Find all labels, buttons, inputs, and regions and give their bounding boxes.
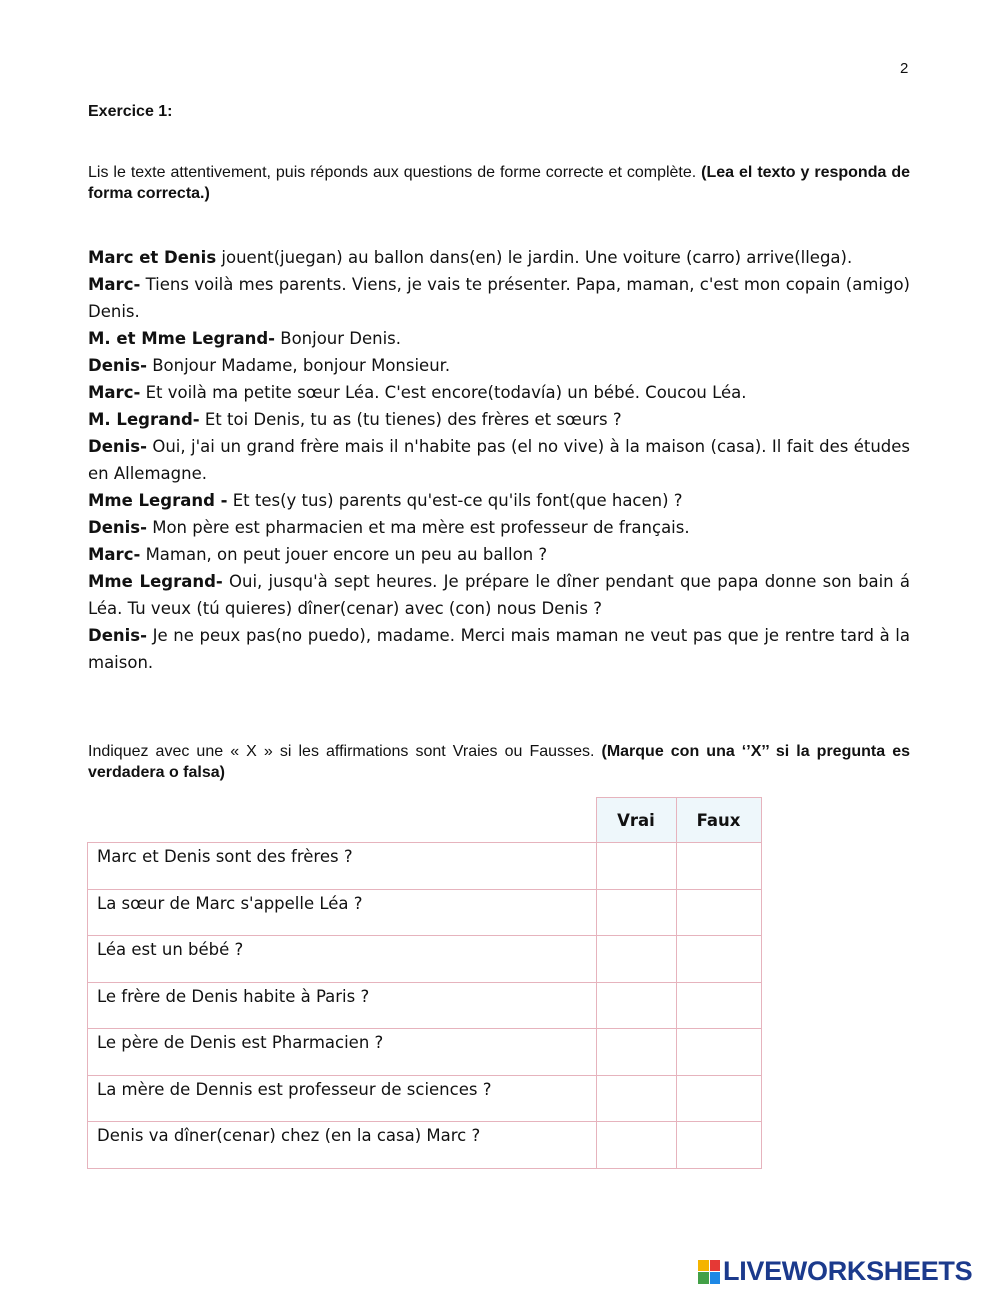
exercise-title: Exercice 1: xyxy=(88,103,173,120)
dialogue-line xyxy=(88,379,910,406)
instruction-reading-es: (Lea el texto y responda de forma correcta.) xyxy=(88,164,911,202)
dialogue-line xyxy=(88,433,910,487)
instruction-tf-fr: Indiquez avec une « X » si les affirmations sont Vraies ou Fausses. xyxy=(88,743,602,760)
table-row xyxy=(88,982,762,1029)
faux-answer-cell[interactable] xyxy=(676,1122,761,1169)
line-text: Oui, jusqu'à sept heures. Je prépare le dîner pendant que papa donne son bain á Léa. Tu veux (tú quieres) dîner(cenar) avec (con) nous Denis ? xyxy=(88,572,910,618)
table-row xyxy=(88,1122,762,1169)
dialogue-line xyxy=(88,487,910,514)
dialogue-line xyxy=(88,568,910,622)
line-text: Et tes(y tus) parents qu'est-ce qu'ils font(que hacen) ? xyxy=(227,491,683,510)
instruction-true-false xyxy=(88,741,910,783)
logo-text: LIVEWORKSHEETS xyxy=(723,1256,973,1286)
line-text: Tiens voilà mes parents. Viens, je vais te présenter. Papa, maman, c'est mon copain (amigo) Denis. xyxy=(88,275,910,321)
dialogue-line xyxy=(88,271,910,325)
table-header-row xyxy=(88,798,762,843)
page-number: 2 xyxy=(900,60,909,77)
statement-cell: La sœur de Marc s'appelle Léa ? xyxy=(88,889,597,936)
header-blank-cell xyxy=(88,798,597,843)
vrai-answer-cell[interactable] xyxy=(596,1122,676,1169)
dialogue-line xyxy=(88,541,910,568)
table-row xyxy=(88,1029,762,1076)
vrai-answer-cell[interactable] xyxy=(596,936,676,983)
liveworksheets-logo xyxy=(698,1256,972,1287)
dialogue-line xyxy=(88,406,910,433)
speaker: Mme Legrand - xyxy=(88,491,228,510)
speaker: Marc- xyxy=(88,383,141,402)
vrai-answer-cell[interactable] xyxy=(596,1029,676,1076)
speaker: Denis- xyxy=(88,518,147,537)
dialogue-line xyxy=(88,325,910,352)
speaker: Denis- xyxy=(88,626,147,645)
speaker: M. Legrand- xyxy=(88,410,200,429)
dialogue-text xyxy=(88,244,910,676)
statement-cell: Léa est un bébé ? xyxy=(88,936,597,983)
speaker: Mme Legrand- xyxy=(88,572,223,591)
line-text: Je ne peux pas(no puedo), madame. Merci mais maman ne veut pas que je rentre tard à la maison. xyxy=(88,626,910,672)
statement-cell: Le père de Denis est Pharmacien ? xyxy=(88,1029,597,1076)
statement-cell: Le frère de Denis habite à Paris ? xyxy=(88,982,597,1029)
line-text: Et voilà ma petite sœur Léa. C'est encore(todavía) un bébé. Coucou Léa. xyxy=(140,383,747,402)
faux-answer-cell[interactable] xyxy=(676,889,761,936)
dialogue-line xyxy=(88,244,910,271)
faux-answer-cell[interactable] xyxy=(676,1075,761,1122)
true-false-table xyxy=(87,797,762,1169)
table-row xyxy=(88,1075,762,1122)
speaker: Denis- xyxy=(88,356,147,375)
vrai-answer-cell[interactable] xyxy=(596,1075,676,1122)
table-row xyxy=(88,843,762,890)
faux-answer-cell[interactable] xyxy=(676,936,761,983)
statement-cell: Denis va dîner(cenar) chez (en la casa) Marc ? xyxy=(88,1122,597,1169)
line-text: Bonjour Madame, bonjour Monsieur. xyxy=(146,356,451,375)
vrai-answer-cell[interactable] xyxy=(596,889,676,936)
speaker: Marc- xyxy=(88,275,141,294)
table-row xyxy=(88,936,762,983)
line-text: Oui, j'ai un grand frère mais il n'habite pas (el no vive) à la maison (casa). Il fait des études en Allemagne. xyxy=(88,437,910,483)
speaker: Denis- xyxy=(88,437,147,456)
speaker: Marc- xyxy=(88,545,141,564)
vrai-answer-cell[interactable] xyxy=(596,982,676,1029)
instruction-tf-es: (Marque con una ‘’X’’ si la pregunta es verdadera o falsa) xyxy=(88,743,910,781)
line-text: jouent(juegan) au ballon dans(en) le jardin. Une voiture (carro) arrive(llega). xyxy=(216,248,853,267)
line-text: Bonjour Denis. xyxy=(275,329,402,348)
speaker: M. et Mme Legrand- xyxy=(88,329,275,348)
instruction-reading-fr: Lis le texte attentivement, puis réponds aux questions de forme correcte et complète. xyxy=(88,164,702,181)
dialogue-line xyxy=(88,622,910,676)
faux-answer-cell[interactable] xyxy=(676,843,761,890)
instruction-reading xyxy=(88,162,910,204)
line-text: Mon père est pharmacien et ma mère est professeur de français. xyxy=(146,518,690,537)
table-row xyxy=(88,889,762,936)
dialogue-line xyxy=(88,352,910,379)
header-faux: Faux xyxy=(676,798,761,843)
dialogue-line xyxy=(88,514,910,541)
statement-cell: Marc et Denis sont des frères ? xyxy=(88,843,597,890)
header-vrai: Vrai xyxy=(596,798,676,843)
speaker: Marc et Denis xyxy=(88,248,217,267)
logo-mark-icon xyxy=(698,1260,720,1284)
vrai-answer-cell[interactable] xyxy=(596,843,676,890)
line-text: Maman, on peut jouer encore un peu au ballon ? xyxy=(140,545,548,564)
faux-answer-cell[interactable] xyxy=(676,982,761,1029)
statement-cell: La mère de Dennis est professeur de sciences ? xyxy=(88,1075,597,1122)
faux-answer-cell[interactable] xyxy=(676,1029,761,1076)
line-text: Et toi Denis, tu as (tu tienes) des frères et sœurs ? xyxy=(199,410,622,429)
